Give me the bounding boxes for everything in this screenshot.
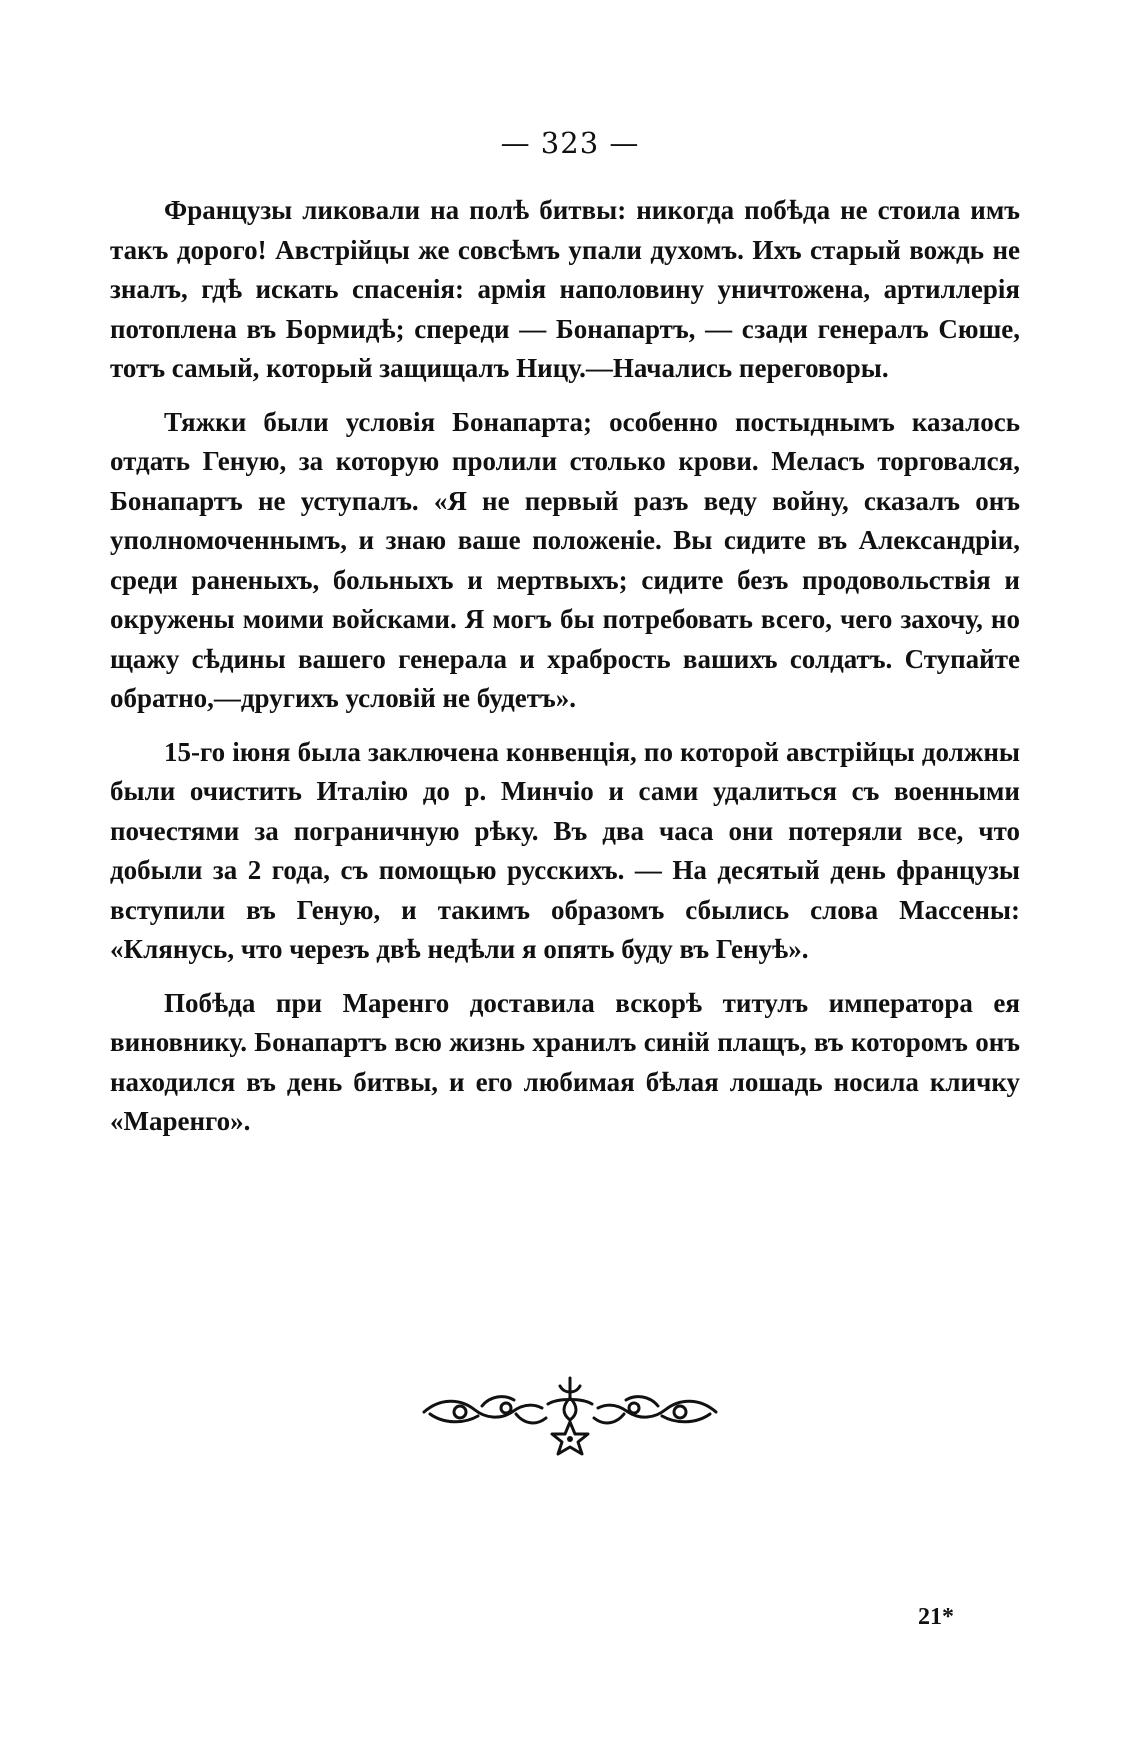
paragraph: 15-го іюня была заключена конвенція, по которой австрійцы должны были очистить Италію до р. Минчіо и сами удалиться съ военными почестями за пограничную рѣку. Въ два часа они потеряли все, что добыли за 2 года, съ помощью русскихъ. — На десятый день французы вступили въ Геную, и такимъ образомъ сбылись слова Массены: «Клянусь, что черезъ двѣ недѣли я опять буду въ Генуѣ».: [110, 736, 1020, 964]
ornament-vignette: [420, 1368, 720, 1458]
signature-mark: 21*: [918, 1604, 954, 1630]
paragraph: Побѣда при Маренго доставила вскорѣ титулъ императора ея виновнику. Бонапартъ всю жизнь хранилъ синій плащъ, въ которомъ онъ находился въ день битвы, и его любимая бѣлая лошадь носила кличку «Маренго».: [110, 987, 1020, 1136]
body-text: [110, 191, 1020, 1156]
paragraph: Французы ликовали на полѣ битвы: никогда побѣда не стоила имъ такъ дорого! Австрійцы же совсѣмъ упали духомъ. Ихъ старый вождь не зналъ, гдѣ искать спасенія: армія наполовину уничтожена, артиллерія потоплена въ Бормидѣ; спереди — Бонапартъ, — сзади генералъ Сюше, тотъ самый, который защищалъ Ницу.—Начались переговоры.: [110, 195, 1020, 383]
page-number: — 323 —: [500, 126, 640, 160]
paragraph: Тяжки были условія Бонапарта; особенно постыднымъ казалось отдать Геную, за которую пролили столько крови. Меласъ торговался, Бонапартъ не уступалъ. «Я не первый разъ веду войну, сказалъ онъ уполномоченнымъ, и знаю ваше положеніе. Вы сидите въ Александріи, среди раненыхъ, больныхъ и мертвыхъ; сидите безъ продовольствія и окружены моими войсками. Я могъ бы потребовать всего, чего захочу, но щажу сѣдины вашего генерала и храбрость вашихъ солдатъ. Ступайте обратно,—другихъ условій не будетъ».: [110, 406, 1020, 713]
